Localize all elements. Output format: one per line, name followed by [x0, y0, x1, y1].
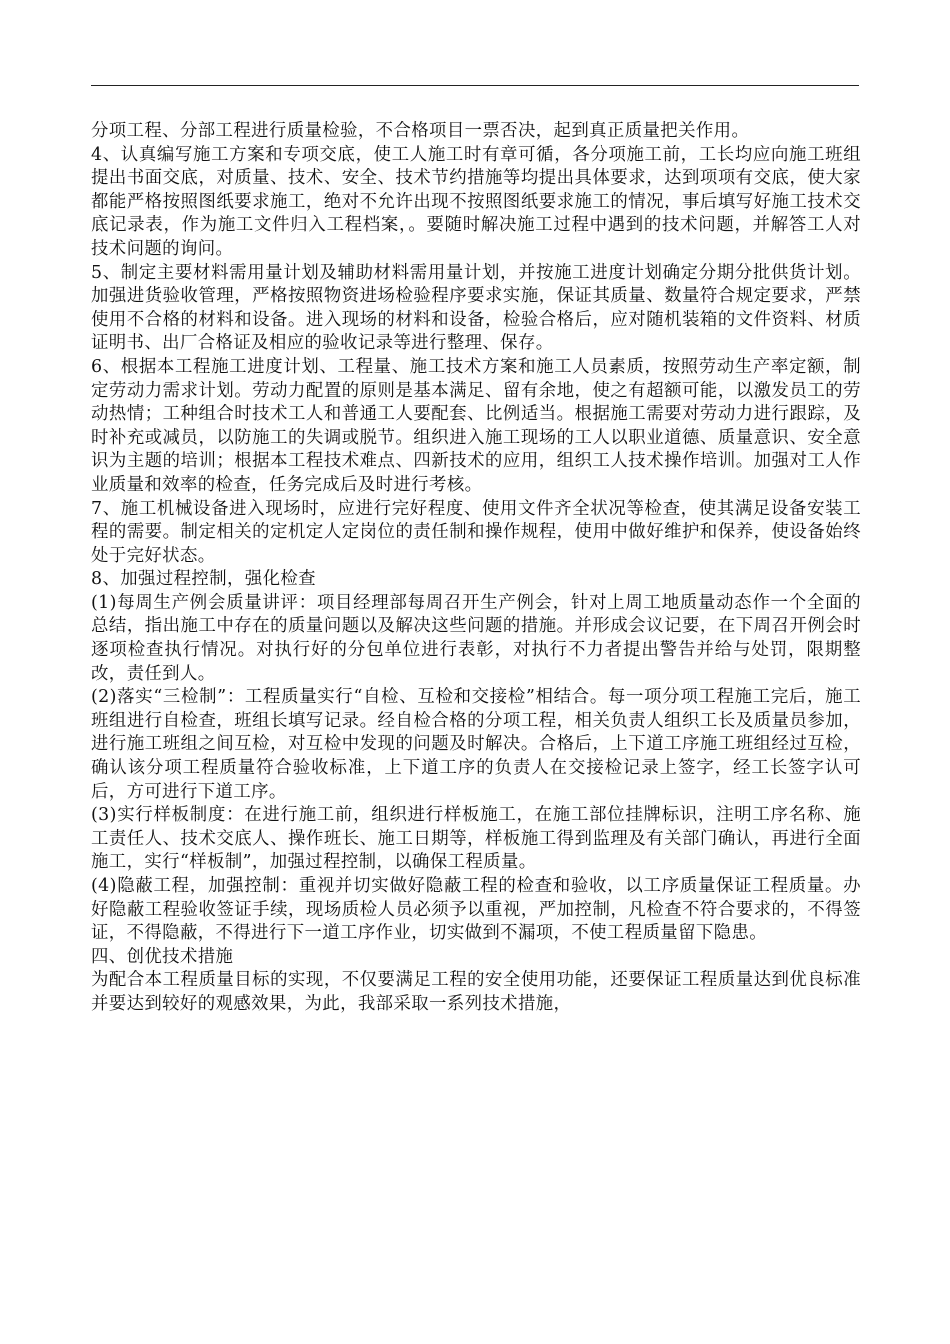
paragraph-subitem-3: (3)实行样板制度：在进行施工前，组织进行样板施工，在施工部位挂牌标识，注明工序名称、施工责任人、技术交底人、操作班长、施工日期等，样板施工得到监理及有关部门确认，再进行全面施工，实行“样板制”，加强过程控制，以确保工程质量。: [91, 805, 861, 873]
paragraph-item-8-heading: 8、加强过程控制，强化检查: [91, 569, 316, 590]
paragraph-inspection-continued: 分项工程、分部工程进行质量检验，不合格项目一票否决，起到真正质量把关作用。: [91, 121, 750, 141]
paragraph-section-4-intro: 为配合本工程质量目标的实现，不仅要满足工程的安全使用功能，还要保证工程质量达到优良标准并要达到较好的观感效果，为此，我部采取一系列技术措施，: [91, 970, 861, 1014]
paragraph-subitem-2: (2)落实“三检制”：工程质量实行“自检、互检和交接检”相结合。每一项分项工程施工完后，施工班组进行自检查，班组长填写记录。经自检合格的分项工程，相关负责人组织工长及质量员参加，进行施工班组之间互检，对互检中发现的问题及时解决。合格后，上下道工序施工班组经过互检，确认该分项工程质量符合验收标准，上下道工序的负责人在交接检记录上签字，经工长签字认可后，方可进行下道工序。: [91, 687, 861, 802]
paragraph-item-5: 5、制定主要材料需用量计划及辅助材料需用量计划，并按施工进度计划确定分期分批供货计划。加强进货验收管理，严格按照物资进场检验程序要求实施，保证其质量、数量符合规定要求，严禁使用不合格的材料和设备。进入现场的材料和设备，检验合格后，应对随机装箱的文件资料、材质证明书、出厂合格证及相应的验收记录等进行整理、保存。: [91, 262, 861, 354]
paragraph-subitem-1: (1)每周生产例会质量讲评：项目经理部每周召开生产例会，针对上周工地质量动态作一个全面的总结，指出施工中存在的质量问题以及解决这些问题的措施。并形成会议记要，在下周召开例会时逐项检查执行情况。对执行好的分包单位进行表彰，对执行不力者提出警告并给与处罚，限期整改，责任到人。: [91, 592, 861, 684]
document-body: [91, 120, 861, 1017]
paragraph-item-7: 7、施工机械设备进入现场时，应进行完好程度、使用文件齐全状况等检查，使其满足设备安装工程的需要。制定相关的定机定人定岗位的责任制和操作规程，使用中做好维护和保养，使设备始终处于完好状态。: [91, 498, 861, 566]
paragraph-item-6: 6、根据本工程施工进度计划、工程量、施工技术方案和施工人员素质，按照劳动生产率定额，制定劳动力需求计划。劳动力配置的原则是基本满足、留有余地，使之有超额可能，以激发员工的劳动热情；工种组合时技术工人和普通工人要配套、比例适当。根据施工需要对劳动力进行跟踪，及时补充或减员，以防施工的失调或脱节。组织进入施工现场的工人以职业道德、质量意识、安全意识为主题的培训；根据本工程技术难点、四新技术的应用，组织工人技术操作培训。加强对工人作业质量和效率的检查，任务完成后及时进行考核。: [91, 356, 861, 495]
paragraph-item-4: 4、认真编写施工方案和专项交底，使工人施工时有章可循，各分项施工前，工长均应向施工班组提出书面交底，对质量、技术、安全、技术节约措施等均提出具体要求，达到项项有交底，使大家都能严格按照图纸要求施工，绝对不允许出现不按照图纸要求施工的情况，事后填写好施工技术交底记录表，作为施工文件归入工程档案，。要随时解决施工过程中遇到的技术问题，并解答工人对技术问题的询问。: [91, 144, 861, 259]
header-rule: [91, 85, 859, 86]
paragraph-subitem-4: (4)隐蔽工程，加强控制：重视并切实做好隐蔽工程的检查和验收，以工序质量保证工程质量。办好隐蔽工程验收签证手续，现场质检人员必须予以重视，严加控制，凡检查不符合要求的，不得签证，不得隐蔽，不得进行下一道工序作业，切实做到不漏项，不使工程质量留下隐患。: [91, 876, 861, 944]
section-heading-4: 四、创优技术措施: [91, 946, 234, 967]
